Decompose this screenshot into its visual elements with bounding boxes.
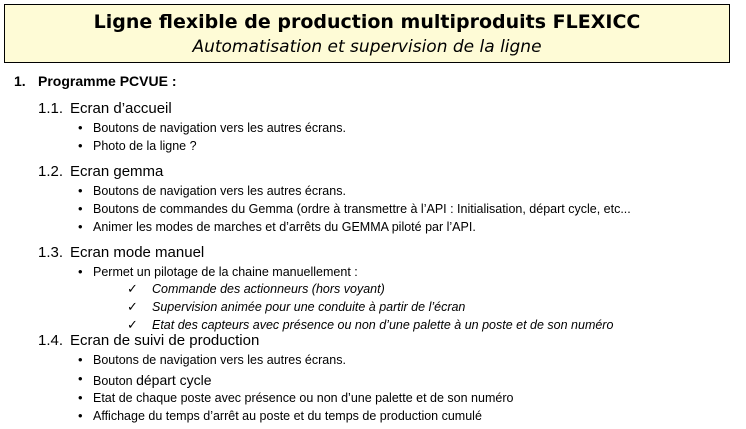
- subsection-title: Ecran de suivi de production: [70, 332, 260, 349]
- bullet-dot-icon: •: [78, 408, 83, 423]
- list-item: Boutons de navigation vers les autres écrans.: [93, 353, 346, 367]
- subsection-number: 1.3.: [38, 244, 64, 261]
- bullet-dot-icon: •: [78, 390, 83, 405]
- list-item-emphasis: départ cycle: [136, 372, 212, 388]
- bullet-dot-icon: •: [78, 219, 83, 234]
- list-item-prefix: Bouton: [93, 374, 137, 388]
- check-item: Commande des actionneurs (hors voyant): [152, 282, 385, 296]
- list-item: Boutons de navigation vers les autres écrans.: [93, 184, 346, 198]
- bullet-dot-icon: •: [78, 371, 83, 386]
- subsection-title: Ecran gemma: [70, 163, 164, 180]
- checkmark-icon: ✓: [127, 317, 138, 332]
- section-title: Programme PCVUE :: [38, 73, 177, 89]
- list-item: Affichage du temps d’arrêt au poste et du temps de production cumulé: [93, 409, 482, 423]
- list-item: Animer les modes de marches et d’arrêts du GEMMA piloté par l’API.: [93, 220, 476, 234]
- checkmark-icon: ✓: [127, 281, 138, 296]
- list-item: [93, 372, 212, 388]
- check-item: Supervision animée pour une conduite à partir de l’écran: [152, 300, 466, 314]
- list-item: Etat de chaque poste avec présence ou non d’une palette et de son numéro: [93, 391, 514, 405]
- document-subtitle: Automatisation et supervision de la ligne: [192, 37, 542, 57]
- section-number: 1.: [14, 73, 26, 89]
- subsection-title: Ecran d’accueil: [70, 100, 172, 117]
- list-item: Permet un pilotage de la chaine manuellement :: [93, 265, 358, 279]
- subsection-number: 1.2.: [38, 163, 64, 180]
- bullet-dot-icon: •: [78, 120, 83, 135]
- bullet-dot-icon: •: [78, 138, 83, 153]
- subsection-title: Ecran mode manuel: [70, 244, 205, 261]
- bullet-dot-icon: •: [78, 183, 83, 198]
- subsection-number: 1.4.: [38, 332, 64, 349]
- list-item: Boutons de navigation vers les autres écrans.: [93, 121, 346, 135]
- bullet-dot-icon: •: [78, 352, 83, 367]
- bullet-dot-icon: •: [78, 201, 83, 216]
- bullet-dot-icon: •: [78, 264, 83, 279]
- list-item: Boutons de commandes du Gemma (ordre à transmettre à l’API : Initialisation, départ cycle, etc...: [93, 202, 631, 216]
- document-title: Ligne flexible de production multiproduits FLEXICC: [93, 11, 641, 33]
- check-item: Etat des capteurs avec présence ou non d’une palette à un poste et de son numéro: [152, 318, 614, 332]
- list-item: Photo de la ligne ?: [93, 139, 197, 153]
- subsection-number: 1.1.: [38, 100, 64, 117]
- checkmark-icon: ✓: [127, 299, 138, 314]
